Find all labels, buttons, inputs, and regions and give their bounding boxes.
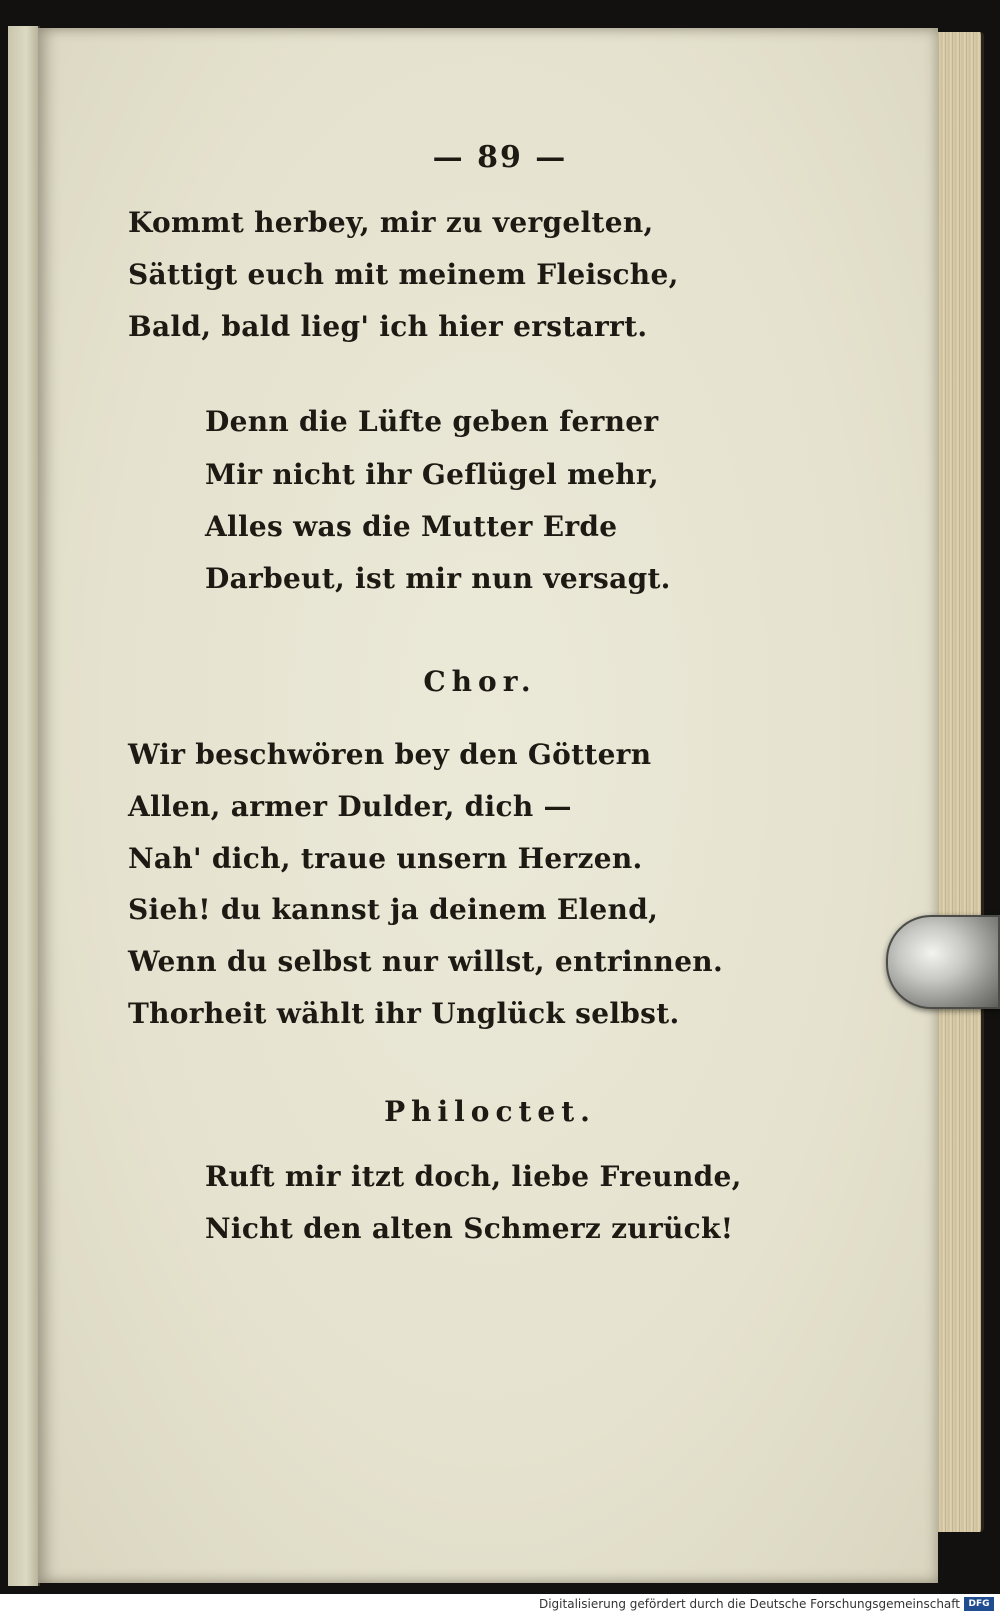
verse-line: Bald, bald lieg' ich hier erstarrt. (128, 310, 648, 343)
verse-line: Thorheit wählt ihr Unglück selbst. (128, 997, 680, 1030)
dfg-logo: DFG (964, 1597, 994, 1611)
verse-line: Kommt herbey, mir zu vergelten, (128, 206, 654, 239)
verse-line: Wenn du selbst nur willst, entrinnen. (128, 945, 724, 978)
digitization-footer (0, 1594, 1000, 1615)
verse-line: Nah' dich, traue unsern Herzen. (128, 842, 643, 875)
verse-line: Wir beschwören bey den Göttern (128, 738, 652, 771)
speaker-philoctet: Philoctet. (384, 1095, 596, 1128)
verse-line: Sieh! du kannst ja deinem Elend, (128, 893, 659, 926)
verse-line: Mir nicht ihr Geflügel mehr, (205, 458, 659, 491)
speaker-chor: Chor. (423, 665, 537, 698)
page-number: — 89 — (432, 140, 568, 175)
verse-line: Darbeut, ist mir nun versagt. (205, 562, 671, 595)
verse-line: Alles was die Mutter Erde (205, 510, 618, 543)
verse-line: Allen, armer Dulder, dich — (128, 790, 572, 823)
funding-credit: Digitalisierung gefördert durch die Deutsche Forschungsgemeinschaft (538, 1597, 960, 1611)
verse-line: Nicht den alten Schmerz zurück! (205, 1212, 734, 1245)
verse-line: Ruft mir itzt doch, liebe Freunde, (205, 1160, 742, 1193)
verse-line: Denn die Lüfte geben ferner (205, 405, 659, 438)
verse-line: Sättigt euch mit meinem Fleische, (128, 258, 679, 291)
